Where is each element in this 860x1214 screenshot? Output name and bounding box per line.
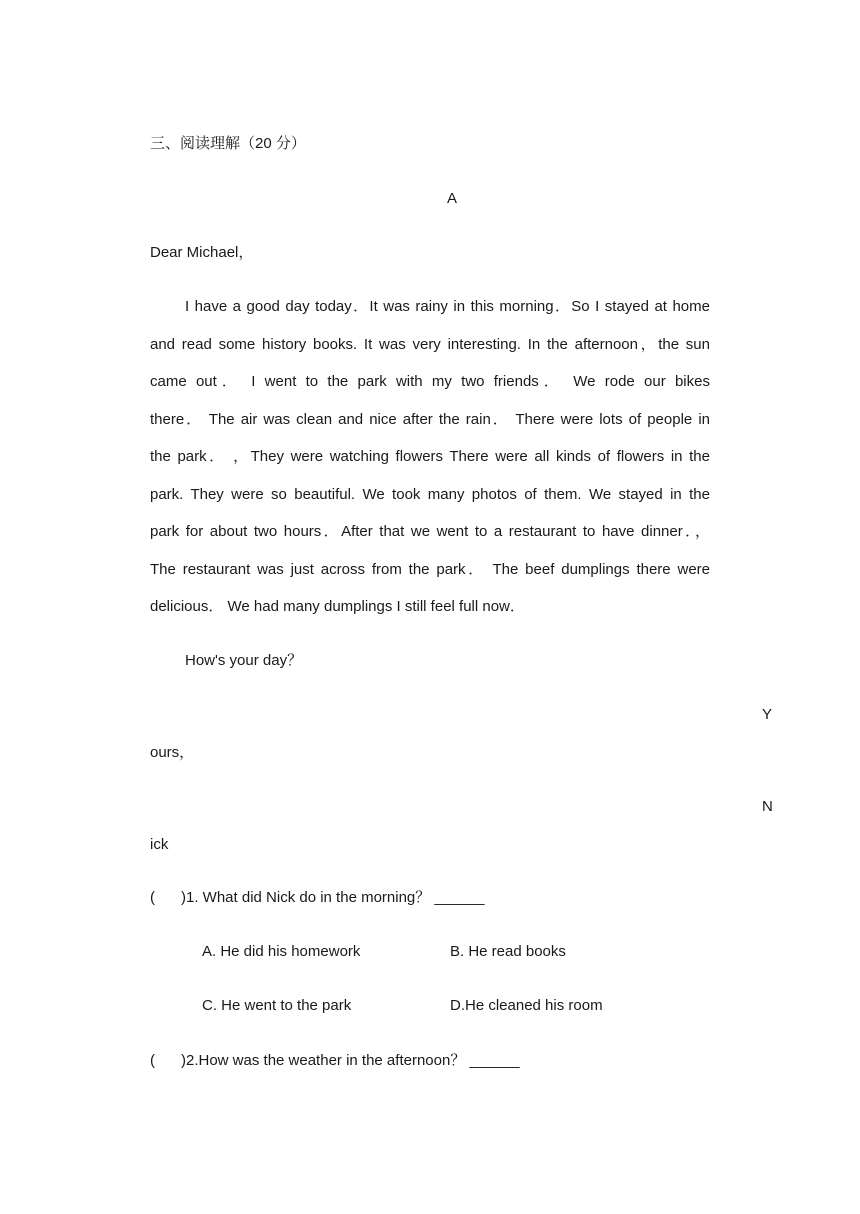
letter-body-line: and read some history books. It was very interesting. In the afternoon，the sun	[150, 335, 710, 353]
answer-paren: (	[150, 889, 155, 906]
option-d: D.He cleaned his room	[450, 997, 603, 1014]
question-text: )2.How was the weather in the afternoon？ ______	[181, 1052, 520, 1069]
closing-rest: ours，	[150, 744, 195, 761]
letter-body-line: the park． ，They were watching flowers There were all kinds of flowers in the	[150, 448, 710, 465]
option-a: A. He did his homework	[202, 943, 361, 960]
letter-body	[150, 297, 710, 635]
signature-rest: ick	[150, 836, 169, 853]
option-b: B. He read books	[450, 943, 566, 960]
section-heading: 三、阅读理解（20 分）	[150, 135, 306, 152]
letter-body-line: park. They were so beautiful. We took many photos of them. We stayed in the	[150, 485, 710, 503]
passage-label: A	[447, 190, 458, 207]
letter-body-line: The restaurant was just across from the park． The beef dumplings there were	[150, 560, 710, 578]
signature-first-letter: N	[762, 798, 773, 815]
closing-first-letter: Y	[762, 706, 773, 723]
option-c: C. He went to the park	[202, 997, 352, 1014]
letter-body-line: delicious． We had many dumplings I still feel full now．	[150, 598, 525, 615]
letter-body-line: there． The air was clean and nice after the rain． There were lots of people in	[150, 410, 710, 428]
letter-body-line: park for about two hours．After that we went to a restaurant to have dinner．，	[150, 523, 710, 540]
question-text: )1. What did Nick do in the morning？ ______	[181, 889, 485, 906]
letter-salutation: Dear Michael，	[150, 244, 254, 261]
answer-paren: (	[150, 1052, 155, 1069]
letter-body-line: I have a good day today．It was rainy in this morning．So I stayed at home	[185, 298, 710, 315]
letter-question-line: How's your day？	[185, 652, 303, 669]
letter-body-line: came out． I went to the park with my two friends． We rode our bikes	[150, 373, 710, 390]
